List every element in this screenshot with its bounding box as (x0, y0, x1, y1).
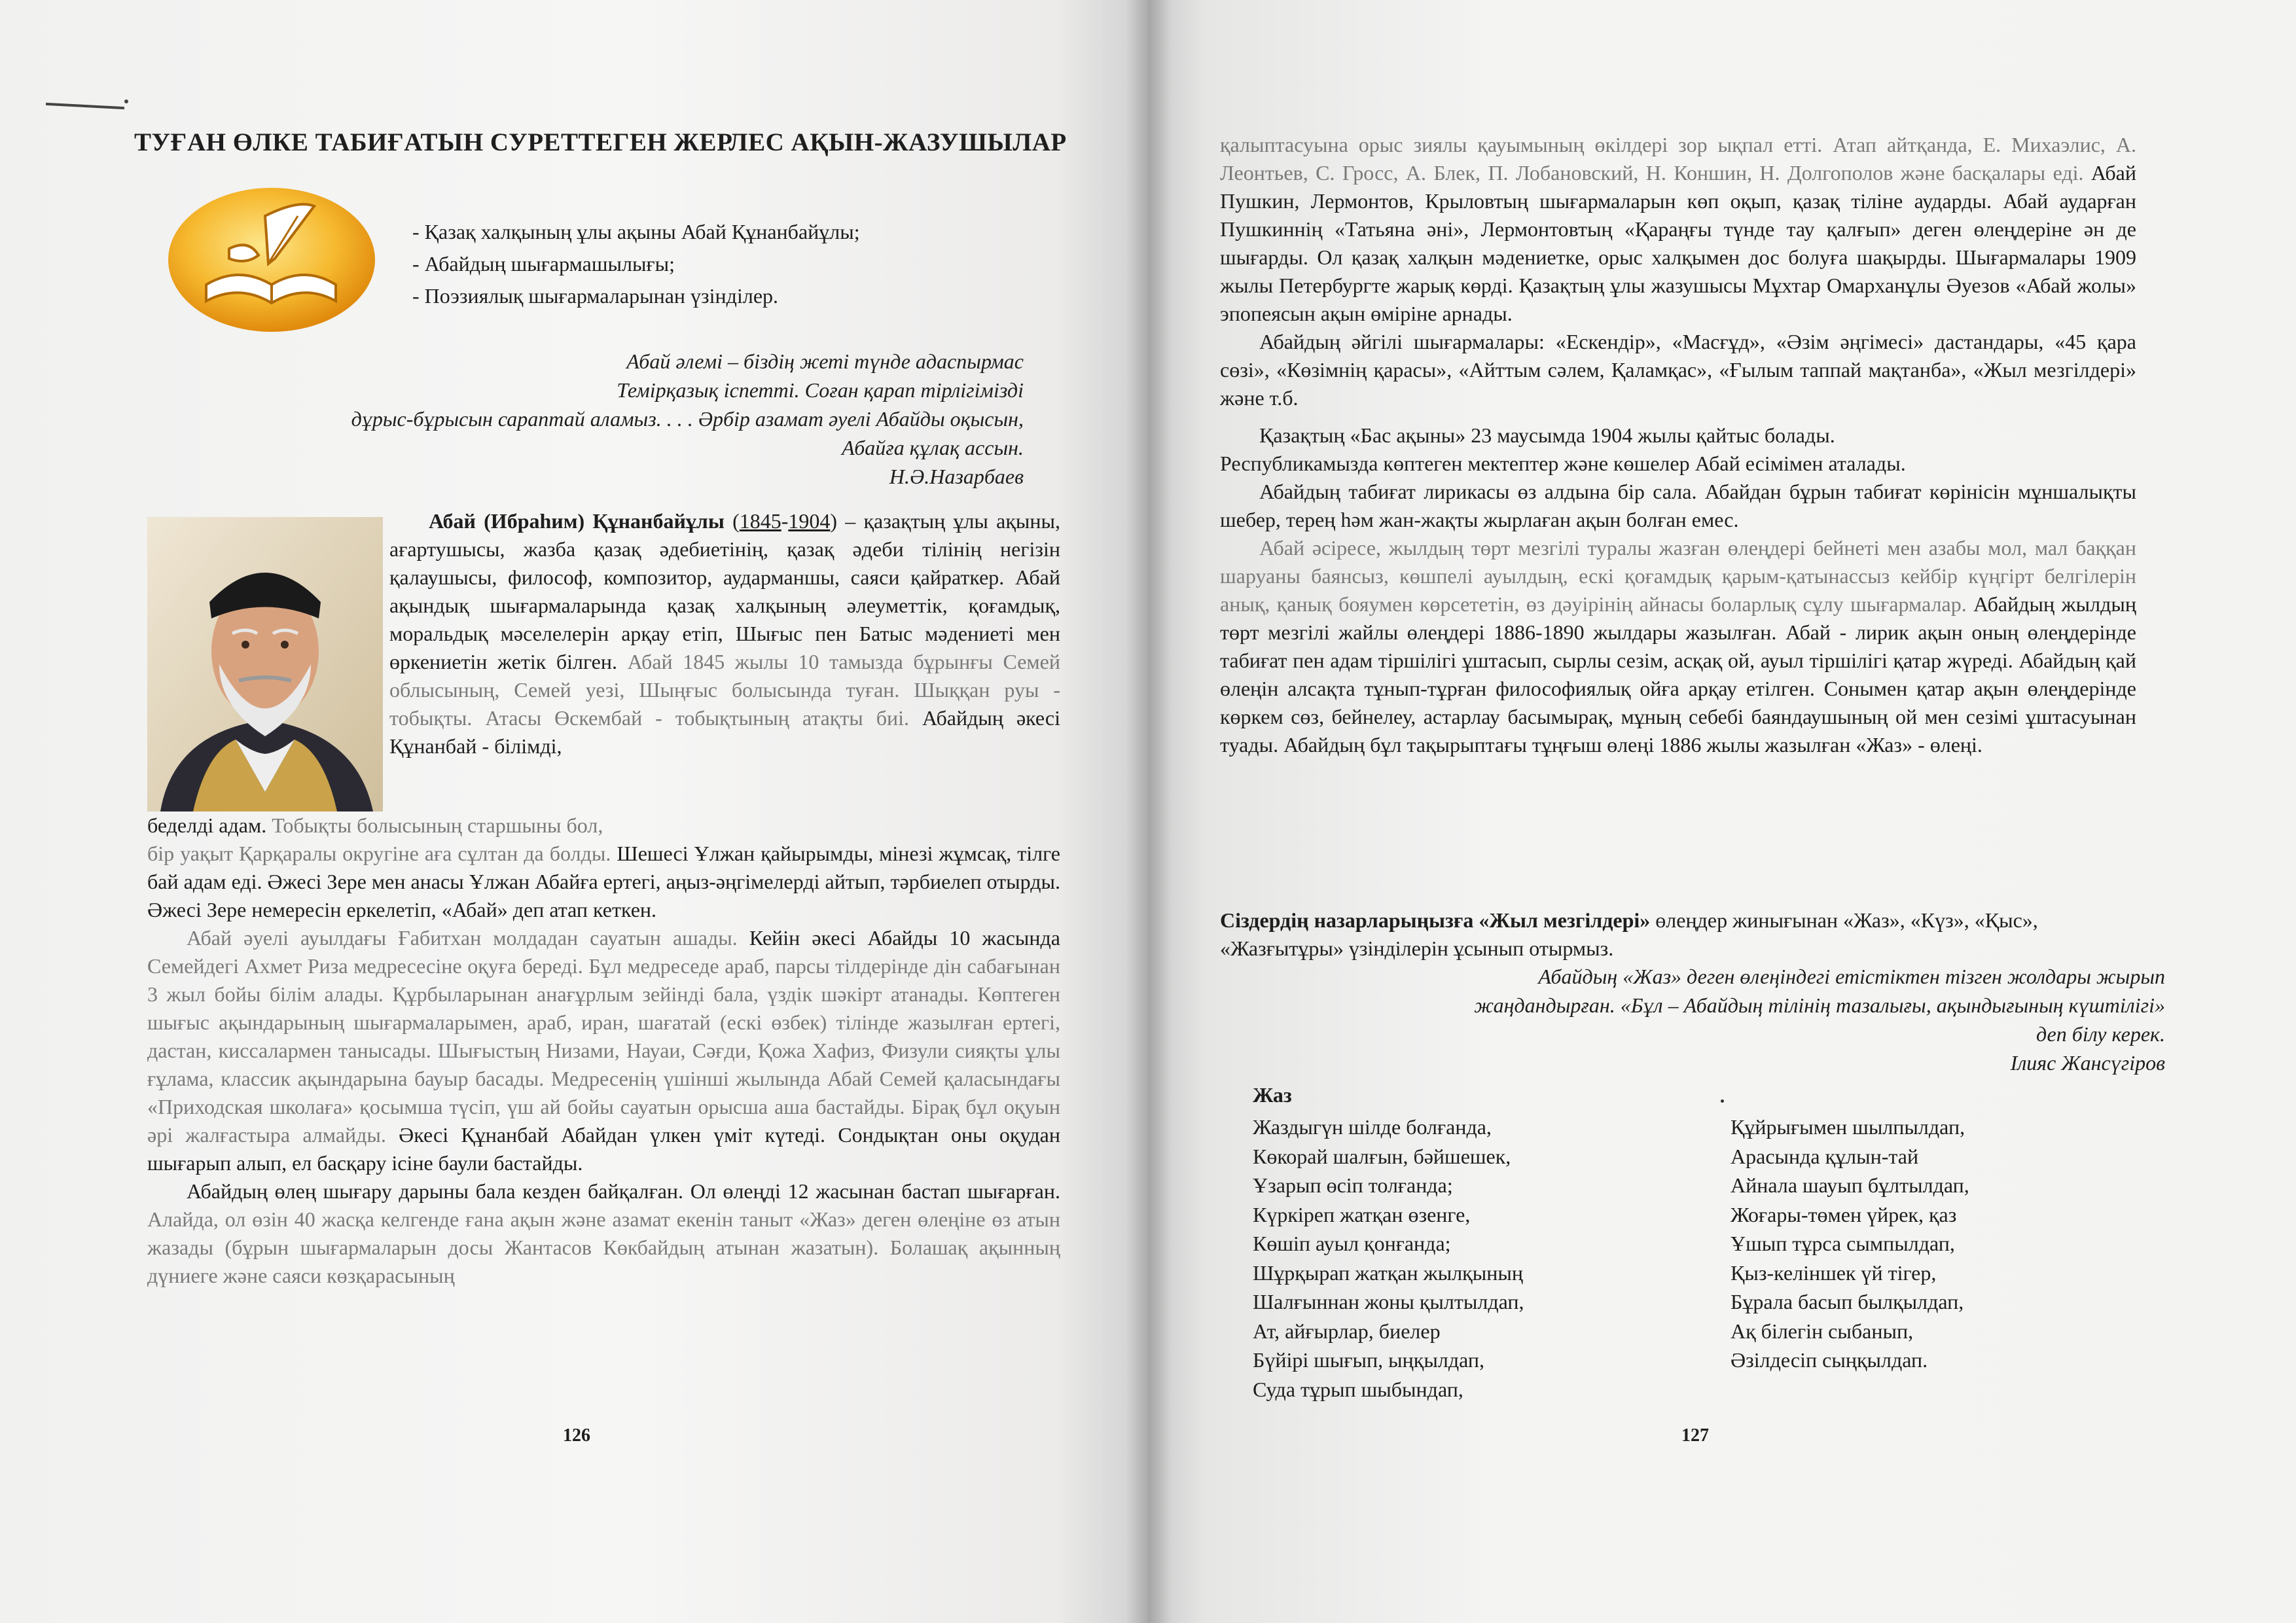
poem-line: Көшіп ауыл қонғанда; (1253, 1232, 1451, 1255)
paragraph-text: Абай Пушкин, Лермонтов, Крыловтың шығармаларын көп оқып, қазақ тіліне аударды. Абай аударған Пушкиннің «Татьяна әні», Лермонтовтың «Қараңғы түнде тау қалғып» деген өлеңдеріне ән де шығарды. Ол қазақ халқын мәдениетке, орыс халқымен дос болуға шақырды. Шығармалары 1909 жылы Петербургте жарық көрді. Қазақтың ұлы жазушысы Мұхтар Омарханұлы Әуезов «Абай жолы» эпопеясын ақын өміріне арнады. (1220, 161, 2136, 325)
poem-line: Суда тұрып шыбындап, (1253, 1377, 1463, 1401)
poem-line: Бұрала басып былқылдап, (1731, 1290, 1964, 1313)
section-intro (1220, 906, 2136, 963)
right-page-text (1220, 131, 2136, 759)
paragraph-text: Әкесі Құнанбай Абайдан үлкен үміт күтеді. Сондықтан оны оқудан шығарып алып, ел басқару ісіне баули бастайды. (147, 1123, 1061, 1175)
paragraph-text: Кейін әкесі Абайды 10 жасында (749, 926, 1061, 950)
intro-text-end: Абайдың әкесі Құнанбай - білімді, (389, 706, 1061, 758)
paragraph-text: Абайдың жылдың төрт мезгілі жайлы өлеңдері 1886-1890 жылдары жазылған. Абай - лирик ақын оның өлеңдерінде табиғат пен адам тіршілігі ұштасып, сырлы сезім, асқақ ой, ауыл тіршілігі қатар жүреді. Абайдың қай өлеңін алсақта тұнып-тұрған философиялық ойға арқау етілген. Сонымен қатар ақын өлеңдерінде көркем сөз, бейнелеу, астарлау басымырақ, мұның себебі баяндаушының ой мен сезімі ұштасуынан туады. Абайдың бұл тақырыптағы тұңғыш өлеңі 1886 жылы жазылған «Жаз» - өлеңі. (1220, 592, 2137, 757)
intro-paragraph (389, 507, 1060, 760)
epigraph-line: дұрыс-бұрысын сараптай аламыз. . . . Әрбір азамат әуелі Абайды оқысын, (351, 407, 1024, 431)
topic-item: - Абайдың шығармашылығы; (412, 252, 675, 276)
intro-text-faint: Абай 1845 жылы 10 тамызда бұрынғы Семей облысының, Семей уезі, Шыңғыс болысында туған. Шыққан руы - тобықты. Атасы Өскембай - тобықтының атақты биі. (389, 650, 1060, 730)
epigraph-line: жаңдандырған. «Бұл – Абайдың тілінің тазалығы, ақындығының күштілігі» (1474, 993, 2165, 1017)
poem-line: Шұрқырап жатқан жылқының (1253, 1260, 1523, 1285)
paragraph-text: Абайдың табиғат лирикасы өз алдына бір сала. Абайдан бұрын табиғат көрінісін мұншалықты шебер, терең һәм жан-жақты жырлаған ақын болған емес. (1220, 480, 2136, 531)
poem-line: Ақ білегін сыбанып, (1731, 1319, 1914, 1343)
poem-line: Жаздыгүн шілде болғанда, (1253, 1115, 1492, 1139)
paragraph-text-faint: қалыптасуына орыс зиялы қауымының өкілдері зор ықпал етті. Атап айтқанда, Е. Михаэлис, А. Леонтьев, С. Гросс, А. Блек, П. Лобановский, Н. Коншин, Н. Долгополов және басқалары еді. (1220, 133, 2136, 185)
poem-column-right (1731, 1113, 1969, 1375)
poem-line: Құйрығымен шылпылдап, (1731, 1115, 1965, 1139)
author-name: Абай (Ибраһим) Құнанбайұлы (429, 509, 725, 533)
poem-line: Ұшып тұрса сымпылдап, (1731, 1232, 1955, 1255)
page-title: ТУҒАН ӨЛКЕ ТАБИҒАТЫН СУРЕТТЕГЕН ЖЕРЛЕС АҚЫН-ЖАЗУШЫЛАР (134, 128, 1067, 156)
book-and-quill-icon (167, 187, 376, 334)
paragraph-text: Қазақтың «Бас ақыны» 23 маусымда 1904 жылы қайтыс болады. (1259, 423, 1835, 447)
poem-line: Ат, айғырлар, биелер (1253, 1319, 1441, 1343)
section-heading: Сіздердің назарларыңызға «Жыл мезгілдері» (1220, 908, 1651, 932)
right-page (1148, 0, 2296, 1623)
paragraph-text: Шешесі Ұлжан қайырымды, мінезі жұмсақ, тілге бай адам еді. Әжесі Зере мен анасы Ұлжан Абайға ертегі, аңыз-әңгімелерді айтып, тәрбиелеп отырды. Әжесі Зере немересін еркелетіп, «Абай» деп атап кеткен. (147, 842, 1061, 921)
poem-line: Айнала шауып бұлтылдап, (1731, 1173, 1969, 1197)
dates-close: ) (830, 509, 838, 533)
epigraph-line: Абайға құлақ ассын. (842, 436, 1024, 459)
poem-line: Көкорай шалғын, бәйшешек, (1253, 1144, 1511, 1168)
page-number: 127 (1681, 1425, 1709, 1446)
paragraph-text-faint: Алайда, ол өзін 40 жасқа келгенде ғана ақын және азамат екенін таныт «Жаз» деген өлеңіне өз атын жазады (бұрын шығармаларын досы Жантасов Көкбайдың атынан жазатын). Болашақ ақынның дүниеге және саяси көзқарасының (147, 1207, 1060, 1287)
poem-line: Бүйірі шығып, ыңқылдап, (1253, 1348, 1484, 1372)
paragraph-text-faint: Семейдегі Ахмет Риза медресесіне оқуға береді. Бұл медреседе араб, парсы тілдерінде дін сабағынан 3 жыл бойы білім алады. Құрбыларынан анағұрлым зейінді бала, үздік шәкірт атанады. Көптеген шығыс ақындарының шығармаларымен, араб, иран, шағатай (ескі өзбек) тілінде жазылған ертегі, дастан, киссалармен танысады. Шығыстың Низами, Науаи, Сәғди, Қожа Хафиз, Физули сияқты ұлы ғұлама, классик ақындарына бауыр басады. Медресенің үшінші жылында Абай Семей қаласындағы «Приходская школаға» қосымша түсіп, үш ай бойы сауатын орысша аша бастайды. Бірақ бұл оқуын әрі жалғастыра алмайды. (147, 954, 1060, 1147)
epigraph-author: Ілияс Жансүгіров (2010, 1051, 2165, 1075)
epigraph-line: Темірқазық іспетті. Соған қарап тірлігімізді (617, 378, 1024, 402)
poem-column-left (1253, 1113, 1524, 1404)
topic-item: - Қазақ халқының ұлы ақыны Абай Құнанбайұлы; (412, 220, 860, 243)
birth-year: 1845 (739, 509, 781, 533)
dates-open: ( (732, 509, 740, 533)
scan-mark (46, 103, 124, 109)
poem-line: Ұзарып өсіп толғанда; (1253, 1173, 1453, 1197)
poem-line: Әзілдесіп сыңқылдап. (1731, 1348, 1928, 1372)
book-gutter (1126, 0, 1172, 1623)
topic-list (412, 216, 860, 312)
paragraph-text: беделді адам. (147, 813, 272, 837)
paragraph-text-faint: Тобықты болысының старшыны бол, (272, 813, 603, 837)
abai-portrait (147, 517, 383, 812)
epigraph-line: Абайдың «Жаз» деген өлеңіндегі етістіктен тізген жолдары жырып (1538, 965, 2165, 988)
dates-dash: - (781, 509, 789, 533)
intro-text: – қазақтың ұлы ақыны, ағартушысы, жазба қазақ әдебиетінің, қазақ әдеби тілінің негізін қалаушысы, философ, композитор, аударманшы, саяси қайраткер. Абай ақындық шығармаларында қазақ халқының әлеуметтік, қоғамдық, моральдық мәселелерін арқау етіп, Шығыс пен Батыс мәдениеті мен өркениетін жетік білген. (389, 509, 1060, 673)
paragraph-text: Абайдың әйгілі шығармалары: «Ескендір», «Масғұд», «Әзім әңгімесі» дастандары, «45 қара сөзі», «Көзімнің қарасы», «Айттым сәлем, Қаламқас», «Ғылым таппай мақтанба», «Жыл мезгілдері» және т.б. (1220, 330, 2136, 410)
epigraph-line: Абай әлемі – біздің жеті түнде адаспырмас (626, 349, 1024, 373)
death-year: 1904 (788, 509, 831, 533)
section-text: өлеңдер жинығынан «Жаз», «Күз», «Қыс», «Жазғытұры» үзінділерін ұсынып отырмыз. (1220, 908, 2038, 960)
poem-line: Шалғыннан жоны қылтылдап, (1253, 1290, 1524, 1313)
poem-title: Жаз (1253, 1083, 1292, 1107)
poem-line: Қыз-келіншек үй тігер, (1731, 1260, 1937, 1285)
poem-line: Арасында құлын-тай (1731, 1144, 1919, 1168)
poem-epigraph (1314, 962, 2165, 1077)
poem-line: Күркіреп жатқан өзенге, (1253, 1202, 1471, 1226)
scan-dot (124, 99, 128, 103)
biography-text (147, 812, 1060, 1290)
epigraph-line: деп білу керек. (2036, 1022, 2165, 1046)
paragraph-text-faint: Абай әуелі ауылдағы Ғабитхан молдадан сауатын ашады. (187, 926, 749, 950)
paragraph-text-faint: Абай әсіресе, жылдың төрт мезгілі туралы жазған өлеңдері бейнеті мен азабы мол, мал баққан шаруаны баянсыз, көшпелі ауылдың, ескі қоғамдық қарым-қатынассыз кейбір күңгірт белгілерін анық, қанық бояумен көрсететін, өз дәуірінің айнасы боларлық сұлу шығармалар. (1220, 536, 2136, 616)
scan-dot (1721, 1099, 1724, 1103)
poem-line: Жоғары-төмен үйрек, қаз (1731, 1202, 1957, 1226)
epigraph-author: Н.Ә.Назарбаев (889, 465, 1024, 488)
paragraph-text: Республикамызда көптеген мектептер және көшелер Абай есімімен аталады. (1220, 452, 1906, 475)
paragraph-text: Абайдың өлең шығару дарыны бала кезден байқалған. Ол өлеңді 12 жасынан бастап шығарған. (187, 1179, 1060, 1203)
paragraph-text-faint: бір уақыт Қарқаралы округіне аға сұлтан да болды. (147, 842, 617, 865)
topic-item: - Поэзиялық шығармаларынан үзінділер. (412, 284, 779, 308)
epigraph (107, 347, 1024, 491)
page-number: 126 (563, 1425, 590, 1446)
